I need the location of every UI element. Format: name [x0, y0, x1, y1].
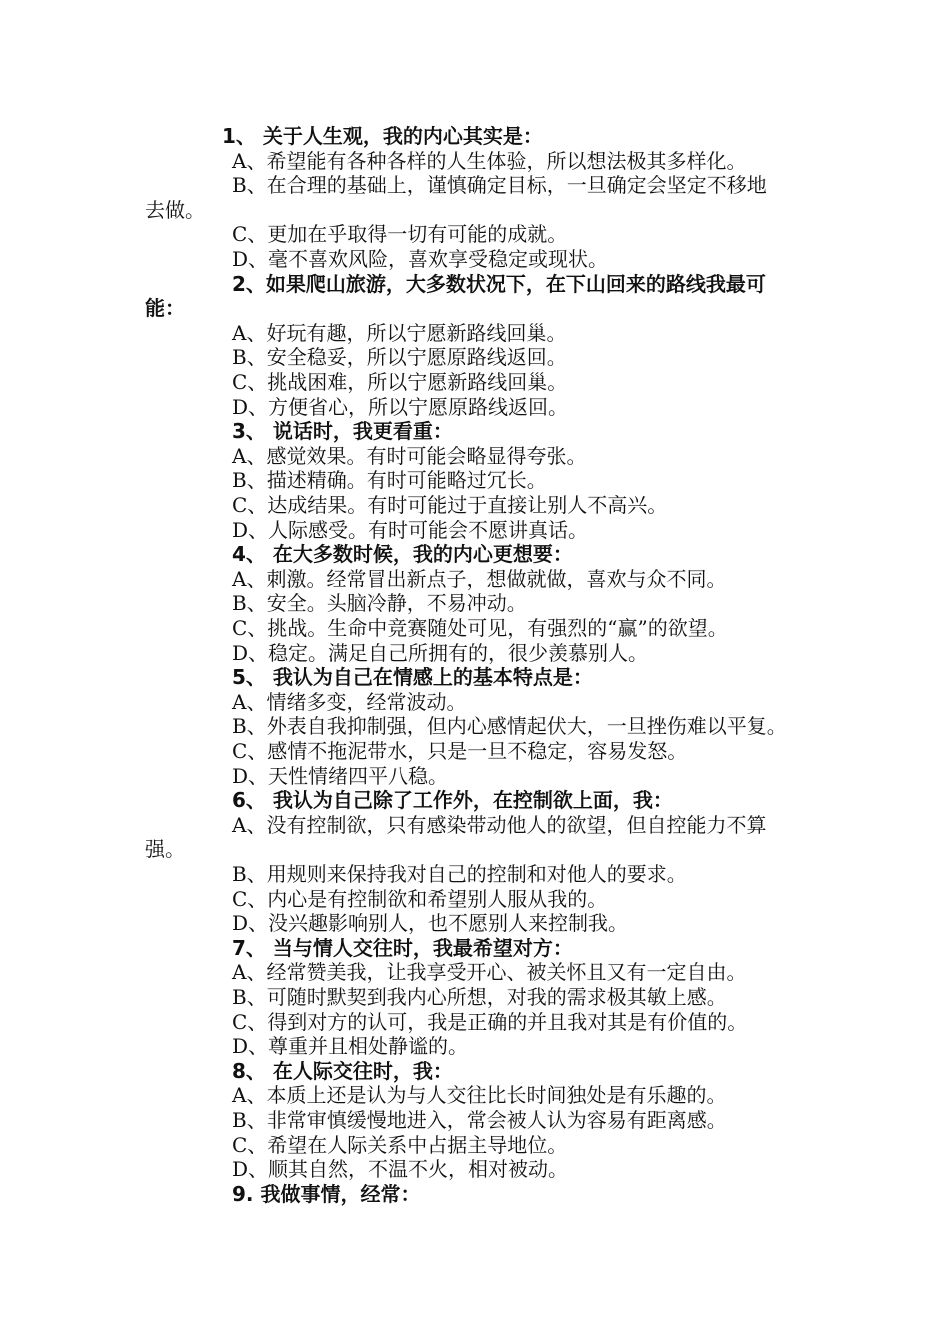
- question-5-option-a: A、情绪多变，经常波动。: [232, 689, 467, 714]
- question-2-option-b: B、安全稳妥，所以宁愿原路线返回。: [232, 345, 567, 370]
- question-3-option-c: C、达成结果。有时可能过于直接让别人不高兴。: [232, 493, 668, 517]
- question-2-option-d: D、方便省心，所以宁愿原路线返回。: [232, 394, 569, 419]
- question-3-title: 3、 说话时，我更看重：: [232, 419, 453, 444]
- question-8-option-b: B、非常审慎缓慢地进入，常会被人认为容易有距离感。: [232, 1108, 727, 1132]
- question-1-option-d: D、毫不喜欢风险，喜欢享受稳定或现状。: [232, 247, 609, 271]
- question-7-option-b: B、可随时默契到我内心所想，对我的需求极其敏上感。: [232, 985, 727, 1009]
- question-1-option-c: C、更加在乎取得一切有可能的成就。: [232, 222, 568, 247]
- question-4-option-c: C、挑战。生命中竞赛随处可见，有强烈的“赢”的欲望。: [232, 616, 728, 640]
- question-8-option-a: A、本质上还是认为与人交往比长时间独处是有乐趣的。: [232, 1083, 727, 1108]
- question-7-option-a: A、经常赞美我，让我享受开心、被关怀且又有一定自由。: [232, 960, 747, 985]
- question-8-title: 8、 在人际交往时，我：: [232, 1058, 453, 1083]
- question-6-option-d: D、没兴趣影响别人，也不愿别人来控制我。: [232, 911, 629, 936]
- question-2-title: 2、如果爬山旅游，大多数状况下，在下山回来的路线我最可: [232, 271, 766, 296]
- question-6-option-a: A、没有控制欲，只有感染带动他人的欲望，但自控能力不算: [232, 812, 767, 837]
- question-2-option-c: C、挑战困难，所以宁愿新路线回巢。: [232, 370, 568, 394]
- question-6-option-a: 强。: [145, 837, 185, 862]
- question-5-title: 5、 我认为自己在情感上的基本特点是：: [232, 665, 593, 690]
- question-5-option-c: C、感情不拖泥带水，只是一旦不稳定，容易发怒。: [232, 739, 688, 763]
- question-4-title: 4、 在大多数时候，我的内心更想要：: [232, 542, 573, 567]
- question-3-option-d: D、人际感受。有时可能会不愿讲真话。: [232, 517, 589, 542]
- question-9-title: 9. 我做事情，经常：: [232, 1181, 421, 1206]
- question-1-option-b: B、在合理的基础上，谨慎确定目标，一旦确定会坚定不移地: [232, 173, 767, 198]
- question-5-option-d: D、天性情绪四平八稳。: [232, 763, 449, 788]
- question-4-option-d: D、稳定。满足自己所拥有的，很少羡慕别人。: [232, 640, 649, 665]
- question-7-option-d: D、尊重并且相处静谧的。: [232, 1034, 469, 1059]
- question-3-option-b: B、描述精确。有时可能略过冗长。: [232, 468, 547, 493]
- question-2-title: 能：: [145, 296, 185, 321]
- question-6-title: 6、 我认为自己除了工作外，在控制欲上面，我：: [232, 788, 673, 813]
- question-1-option-b: 去做。: [145, 197, 205, 222]
- question-1-title: 1、 关于人生观，我的内心其实是：: [222, 124, 543, 148]
- question-8-option-c: C、希望在人际关系中占据主导地位。: [232, 1132, 568, 1157]
- question-5-option-b: B、外表自我抑制强，但内心感情起伏大，一旦挫伤难以平复。: [232, 714, 787, 739]
- question-8-option-d: D、顺其自然，不温不火，相对被动。: [232, 1157, 569, 1182]
- question-6-option-b: B、用规则来保持我对自己的控制和对他人的要求。: [232, 862, 687, 886]
- question-6-option-c: C、内心是有控制欲和希望别人服从我的。: [232, 886, 608, 911]
- question-4-option-b: B、安全。头脑冷静，不易冲动。: [232, 591, 527, 616]
- question-7-title: 7、 当与情人交往时，我最希望对方：: [232, 935, 573, 960]
- question-2-option-a: A、好玩有趣，所以宁愿新路线回巢。: [232, 320, 567, 345]
- question-4-option-a: A、刺激。经常冒出新点子，想做就做，喜欢与众不同。: [232, 566, 727, 591]
- question-3-option-a: A、感觉效果。有时可能会略显得夸张。: [232, 443, 587, 468]
- question-1-option-a: A、希望能有各种各样的人生体验，所以想法极其多样化。: [232, 148, 747, 173]
- question-7-option-c: C、得到对方的认可，我是正确的并且我对其是有价值的。: [232, 1009, 748, 1034]
